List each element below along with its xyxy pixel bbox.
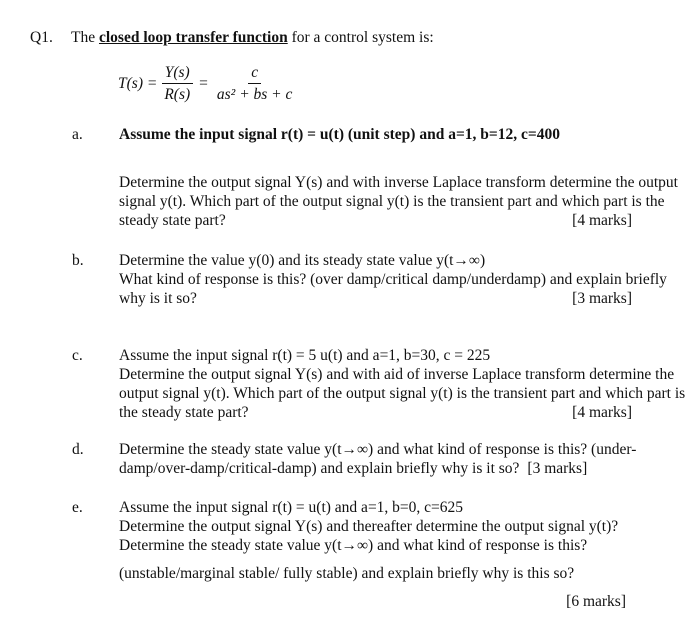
part-b-question [119, 270, 694, 308]
part-c-text: Determine the output signal Y(s) and with aid of inverse Laplace transform determine the output signal y(t). Which part of the output signal y(t) is the transient part and which part is the steady state part? [119, 366, 686, 421]
fraction-numerator: Y(s) [162, 63, 193, 84]
fraction-numerator: c [248, 63, 261, 84]
part-e-line1: Assume the input signal r(t) = u(t) and a=1, b=0, c=625 [119, 499, 464, 516]
part-a-body [119, 173, 694, 230]
fraction-denominator: as² + bs + c [216, 85, 293, 103]
part-e-line2: Determine the output signal Y(s) and thereafter determine the output signal y(t)? [119, 518, 619, 535]
part-d-marks: [3 marks] [527, 460, 588, 477]
fraction-c-over-poly [214, 63, 296, 104]
transfer-function-equation [118, 60, 299, 106]
equals-sign: = [199, 74, 208, 92]
part-b-body [119, 251, 694, 308]
part-c-marks: [4 marks] [572, 404, 632, 421]
part-a-letter: a. [72, 126, 83, 143]
part-e-line4: (unstable/marginal stable/ fully stable) and explain briefly why is this so? [119, 565, 575, 582]
part-a-question [119, 173, 694, 230]
part-d-text: Determine the steady state value y(t→∞) and what kind of response is this? (under-damp/over-damp/critical-damp) and explain briefly why is it so? [119, 441, 637, 477]
part-c-letter: c. [72, 347, 83, 364]
equation-lhs: T(s) = [118, 74, 158, 92]
part-c-line1: Assume the input signal r(t) = 5 u(t) and a=1, b=30, c = 225 [119, 347, 491, 364]
intro-bold-term: closed loop transfer function [98, 29, 288, 46]
part-d-letter: d. [72, 441, 84, 458]
part-c-question [119, 365, 694, 422]
part-b-marks: [3 marks] [572, 290, 632, 307]
part-e-letter: e. [72, 499, 83, 516]
part-e-marks: [6 marks] [566, 593, 626, 610]
part-b-letter: b. [72, 252, 84, 269]
fraction-y-over-r [161, 63, 193, 104]
fraction-denominator: R(s) [164, 85, 191, 103]
part-d-body [119, 440, 694, 478]
question-number: Q1. [30, 29, 53, 46]
part-b-line1: Determine the value y(0) and its steady state value y(t→∞) [119, 252, 486, 269]
part-a-marks: [4 marks] [572, 212, 632, 229]
part-e-body [119, 498, 694, 611]
part-c-body [119, 346, 694, 422]
question-intro [71, 28, 434, 47]
part-e-line3: Determine the steady state value y(t→∞) and what kind of response is this? [119, 537, 588, 554]
part-d-question [119, 440, 694, 478]
part-a-text: Determine the output signal Y(s) and with inverse Laplace transform determine the output signal y(t). Which part of the output signal y(t) is the transient part and which part is the steady state part? [119, 174, 678, 229]
part-a-assumption: Assume the input signal r(t) = u(t) (unit step) and a=1, b=12, c=400 [119, 126, 560, 143]
part-b-text: What kind of response is this? (over damp/critical damp/underdamp) and explain briefly why is it so? [119, 271, 667, 307]
intro-prefix: The [71, 29, 99, 46]
intro-suffix: for a control system is: [287, 29, 434, 46]
